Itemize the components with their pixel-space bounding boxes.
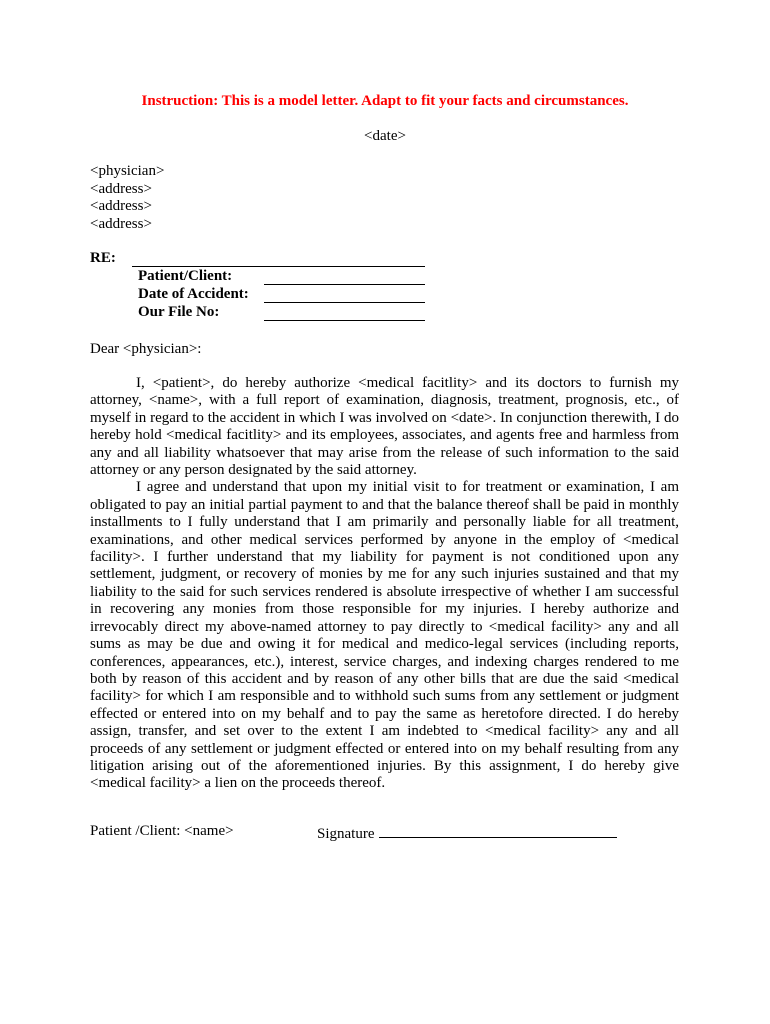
re-field-date-of-accident: Date of Accident: — [138, 286, 249, 302]
recipient-address-block — [90, 163, 164, 233]
body-paragraph: I, <patient>, do hereby authorize <medical facitlity> and its doctors to furnish my attorney, <name>, with a full report of examination, diagnosis, treatment, prognosis, etc., of myself in regard to the accident in which I was involved on <date>. In conjunction therewith, I do hereby hold <medical facitlity> and its employees, associates, and agents free and harmless from any and all liability whatsoever that may arise from the release of such information to the said attorney or any person designated by the said attorney. — [90, 375, 679, 479]
re-subject-line — [132, 266, 425, 267]
re-field-file-no: Our File No: — [138, 304, 220, 320]
file-no-blank — [264, 320, 425, 321]
signature-block — [317, 823, 617, 843]
recipient-name: <physician> — [90, 163, 165, 179]
salutation: Dear <physician>: — [90, 341, 202, 357]
signature-line — [379, 823, 617, 838]
signature-label: Signature — [317, 826, 375, 842]
patient-client-blank — [264, 284, 425, 285]
date-of-accident-blank — [264, 302, 425, 303]
letter-body — [90, 375, 679, 793]
recipient-address-line: <address> — [90, 198, 152, 214]
body-paragraph: I agree and understand that upon my initial visit to for treatment or examination, I am obligated to pay an initial partial payment to and that the balance thereof shall be paid in monthly installments to I fully understand that I am primarily and personally liable for all treatment, examinations, and other medical services performed by anyone in the employ of <medical facility>. I further understand that my liability for payment is not conditioned upon any settlement, judgment, or recovery of monies by me for any such injuries sustained and that my liability to the said for such services rendered is absolute irrespective of whether I am successful in recovering any monies from those responsible for my injuries. I hereby authorize and irrevocably direct my above-named attorney to pay directly to <medical facility> any and all sums as may be due and owing it for medical and medico-legal services (including reports, conferences, appearances, etc.), interest, service charges, and indexing charges rendered to me both by reason of this accident and by reason of any other bills that are due the said <medical facility> for which I am responsible and to withhold such sums from any settlement or judgment effected or entered into on my behalf and to pay the same as heretofore directed. I do hereby assign, transfer, and set over to the extent I am indebted to <medical facility> any and all proceeds of any settlement or judgment effected or entered into on my behalf resulting from any litigation arising out of the aforementioned injuries. By this assignment, I do hereby give <medical facility> a lien on the proceeds thereof. — [90, 479, 679, 792]
recipient-address-line: <address> — [90, 180, 152, 197]
re-label: RE: — [90, 250, 116, 266]
re-field-patient-client: Patient/Client: — [138, 268, 233, 284]
instruction-note: Instruction: This is a model letter. Adapt to fit your facts and circumstances. — [141, 93, 629, 109]
patient-client-name: Patient /Client: <name> — [90, 823, 234, 839]
letter-date: <date> — [364, 128, 406, 144]
recipient-address-line: <address> — [90, 215, 152, 232]
